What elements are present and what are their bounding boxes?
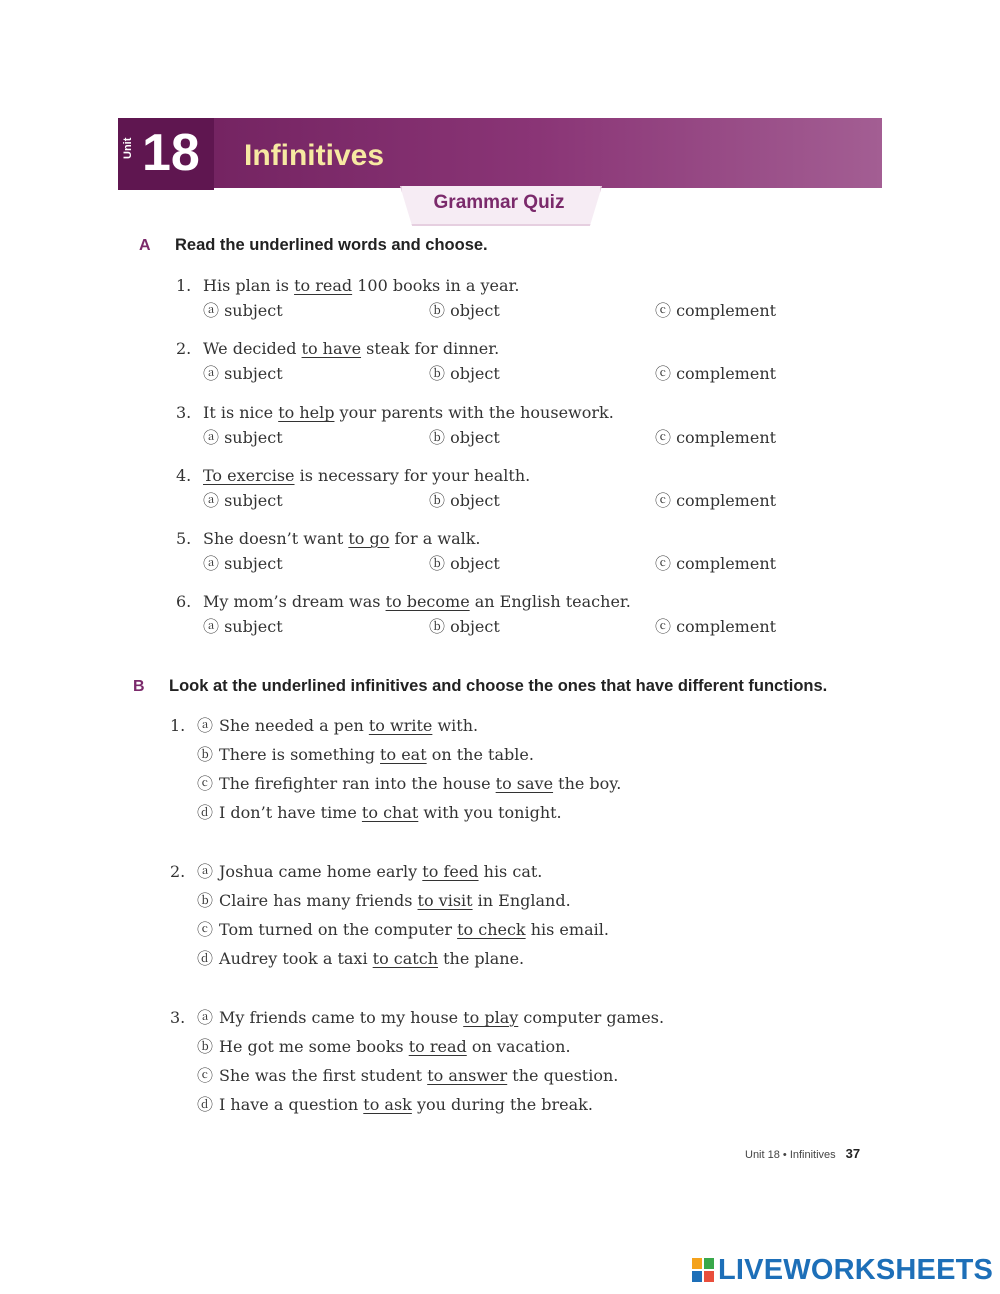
answer-choice[interactable] (197, 1008, 664, 1028)
underlined-infinitive: to read (294, 276, 353, 295)
underlined-infinitive: to ask (363, 1095, 412, 1114)
question-item (170, 716, 810, 826)
section-a-instruction: Read the underlined words and choose. (175, 236, 488, 254)
answer-choice[interactable] (197, 1037, 571, 1057)
answer-choice[interactable] (197, 920, 609, 940)
unit-label: Unit (122, 137, 134, 159)
question-number: 5. (176, 529, 192, 548)
unit-banner (118, 118, 882, 188)
answer-option[interactable]: ⓒ complement (655, 364, 777, 383)
question-sentence (203, 403, 614, 423)
question-item (176, 403, 816, 451)
answer-choice[interactable] (197, 862, 542, 882)
question-item (176, 339, 816, 387)
page-number: 37 (845, 1146, 861, 1161)
logo-square (692, 1258, 702, 1269)
underlined-infinitive: to write (368, 716, 433, 735)
grammar-quiz-label: Grammar Quiz (433, 192, 565, 213)
footer-text: Unit 18 • Infinitives (745, 1149, 836, 1161)
sentence-text: We decided (203, 339, 302, 358)
answer-choice[interactable] (197, 745, 534, 765)
sentence-text: She was the first student (219, 1066, 428, 1085)
sentence-text: I have a question (219, 1095, 364, 1114)
sentence-text: My friends came to my house (219, 1008, 464, 1027)
question-item (176, 276, 816, 324)
underlined-infinitive: To exercise (203, 466, 295, 485)
answer-choice[interactable] (197, 716, 478, 736)
question-item (170, 862, 810, 972)
answer-choice[interactable] (197, 891, 571, 911)
question-number: 3. (176, 403, 192, 422)
sentence-text: Joshua came home early (219, 862, 423, 881)
sentence-text: His plan is (203, 276, 295, 295)
sentence-text: steak for dinner. (361, 339, 500, 358)
sentence-text: his cat. (478, 862, 543, 881)
sentence-text: the question. (507, 1066, 619, 1085)
underlined-infinitive: to chat (361, 803, 419, 822)
answer-option[interactable]: ⓑ object (429, 491, 500, 510)
section-b-letter: B (133, 678, 145, 695)
underlined-infinitive: to visit (417, 891, 473, 910)
underlined-infinitive: to help (278, 403, 335, 422)
question-number: 4. (176, 466, 192, 485)
answer-option[interactable]: ⓐ subject (203, 428, 283, 447)
choice-letter: ⓐ (197, 716, 214, 735)
liveworksheets-logo (692, 1252, 993, 1288)
choice-letter: ⓑ (197, 891, 214, 910)
answer-option[interactable]: ⓒ complement (655, 301, 777, 320)
answer-option[interactable]: ⓐ subject (203, 617, 283, 636)
answer-choice[interactable] (197, 1066, 618, 1086)
question-item (176, 592, 816, 640)
underlined-infinitive: to go (348, 529, 390, 548)
underlined-infinitive: to have (301, 339, 362, 358)
sentence-text: the boy. (553, 774, 622, 793)
sentence-text: It is nice (203, 403, 279, 422)
question-number: 2. (170, 862, 186, 881)
question-sentence (203, 466, 530, 486)
answer-choice[interactable] (197, 803, 562, 823)
question-number: 1. (176, 276, 192, 295)
underlined-infinitive: to become (385, 592, 470, 611)
sentence-text: in England. (472, 891, 571, 910)
logo-square (692, 1271, 702, 1282)
logo-square (704, 1258, 714, 1269)
choice-letter: ⓒ (197, 1066, 214, 1085)
sentence-text: She doesn’t want (203, 529, 349, 548)
logo-text: LIVEWORKSHEETS (718, 1253, 994, 1286)
page-footer (745, 1146, 860, 1161)
question-item (170, 1008, 810, 1118)
unit-number: 18 (142, 124, 200, 182)
underlined-infinitive: to play (463, 1008, 519, 1027)
choice-letter: ⓒ (197, 920, 214, 939)
sentence-text: He got me some books (219, 1037, 409, 1056)
answer-choice[interactable] (197, 1095, 593, 1115)
question-sentence (203, 529, 481, 549)
question-sentence (203, 339, 499, 359)
question-item (176, 466, 816, 514)
question-item (176, 529, 816, 577)
logo-square (704, 1271, 714, 1282)
section-b-instruction: Look at the underlined infinitives and choose the ones that have different functions. (169, 677, 828, 695)
question-number: 2. (176, 339, 192, 358)
answer-choice[interactable] (197, 774, 621, 794)
underlined-infinitive: to catch (372, 949, 438, 968)
answer-option[interactable]: ⓑ object (429, 554, 500, 573)
choice-letter: ⓒ (197, 774, 214, 793)
answer-option[interactable]: ⓐ subject (203, 301, 283, 320)
sentence-text: your parents with the housework. (334, 403, 614, 422)
sentence-text: for a walk. (389, 529, 481, 548)
answer-option[interactable]: ⓑ object (429, 428, 500, 447)
answer-option[interactable]: ⓐ subject (203, 554, 283, 573)
choice-letter: ⓐ (197, 1008, 214, 1027)
sentence-text: the plane. (438, 949, 525, 968)
answer-option[interactable]: ⓐ subject (203, 364, 283, 383)
underlined-infinitive: to read (408, 1037, 467, 1056)
sentence-text: My mom’s dream was (203, 592, 386, 611)
answer-option[interactable]: ⓑ object (429, 617, 500, 636)
answer-option[interactable]: ⓒ complement (655, 617, 777, 636)
sentence-text: Claire has many friends (219, 891, 418, 910)
sentence-text: computer games. (518, 1008, 665, 1027)
sentence-text: I don’t have time (219, 803, 362, 822)
question-number: 1. (170, 716, 186, 735)
sentence-text: with you tonight. (418, 803, 562, 822)
sentence-text: Tom turned on the computer (219, 920, 458, 939)
sentence-text: you during the break. (411, 1095, 593, 1114)
underlined-infinitive: to save (495, 774, 554, 793)
answer-option[interactable]: ⓒ complement (655, 428, 777, 447)
sentence-text: 100 books in a year. (352, 276, 520, 295)
sentence-text: She needed a pen (219, 716, 369, 735)
underlined-infinitive: to eat (380, 745, 427, 764)
logo-icon (692, 1258, 714, 1282)
question-number: 6. (176, 592, 192, 611)
question-sentence (203, 592, 631, 612)
sentence-text: on the table. (426, 745, 534, 764)
answer-option[interactable]: ⓒ complement (655, 554, 777, 573)
answer-option[interactable]: ⓑ object (429, 301, 500, 320)
sentence-text: The firefighter ran into the house (219, 774, 496, 793)
choice-letter: ⓓ (197, 803, 214, 822)
answer-option[interactable]: ⓐ subject (203, 491, 283, 510)
choice-letter: ⓓ (197, 949, 214, 968)
underlined-infinitive: to answer (427, 1066, 508, 1085)
sentence-text: an English teacher. (469, 592, 631, 611)
underlined-infinitive: to check (457, 920, 526, 939)
page-title: Infinitives (244, 139, 385, 172)
answer-option[interactable]: ⓑ object (429, 364, 500, 383)
underlined-infinitive: to feed (422, 862, 479, 881)
choice-letter: ⓑ (197, 745, 214, 764)
question-number: 3. (170, 1008, 186, 1027)
choice-letter: ⓓ (197, 1095, 214, 1114)
sentence-text: his email. (525, 920, 609, 939)
question-sentence (203, 276, 520, 296)
answer-choice[interactable] (197, 949, 524, 969)
choice-letter: ⓐ (197, 862, 214, 881)
answer-option[interactable]: ⓒ complement (655, 491, 777, 510)
sentence-text: with. (432, 716, 479, 735)
section-a-letter: A (139, 237, 151, 254)
choice-letter: ⓑ (197, 1037, 214, 1056)
sentence-text: There is something (219, 745, 381, 764)
sentence-text: is necessary for your health. (294, 466, 531, 485)
sentence-text: Audrey took a taxi (219, 949, 373, 968)
sentence-text: on vacation. (466, 1037, 571, 1056)
